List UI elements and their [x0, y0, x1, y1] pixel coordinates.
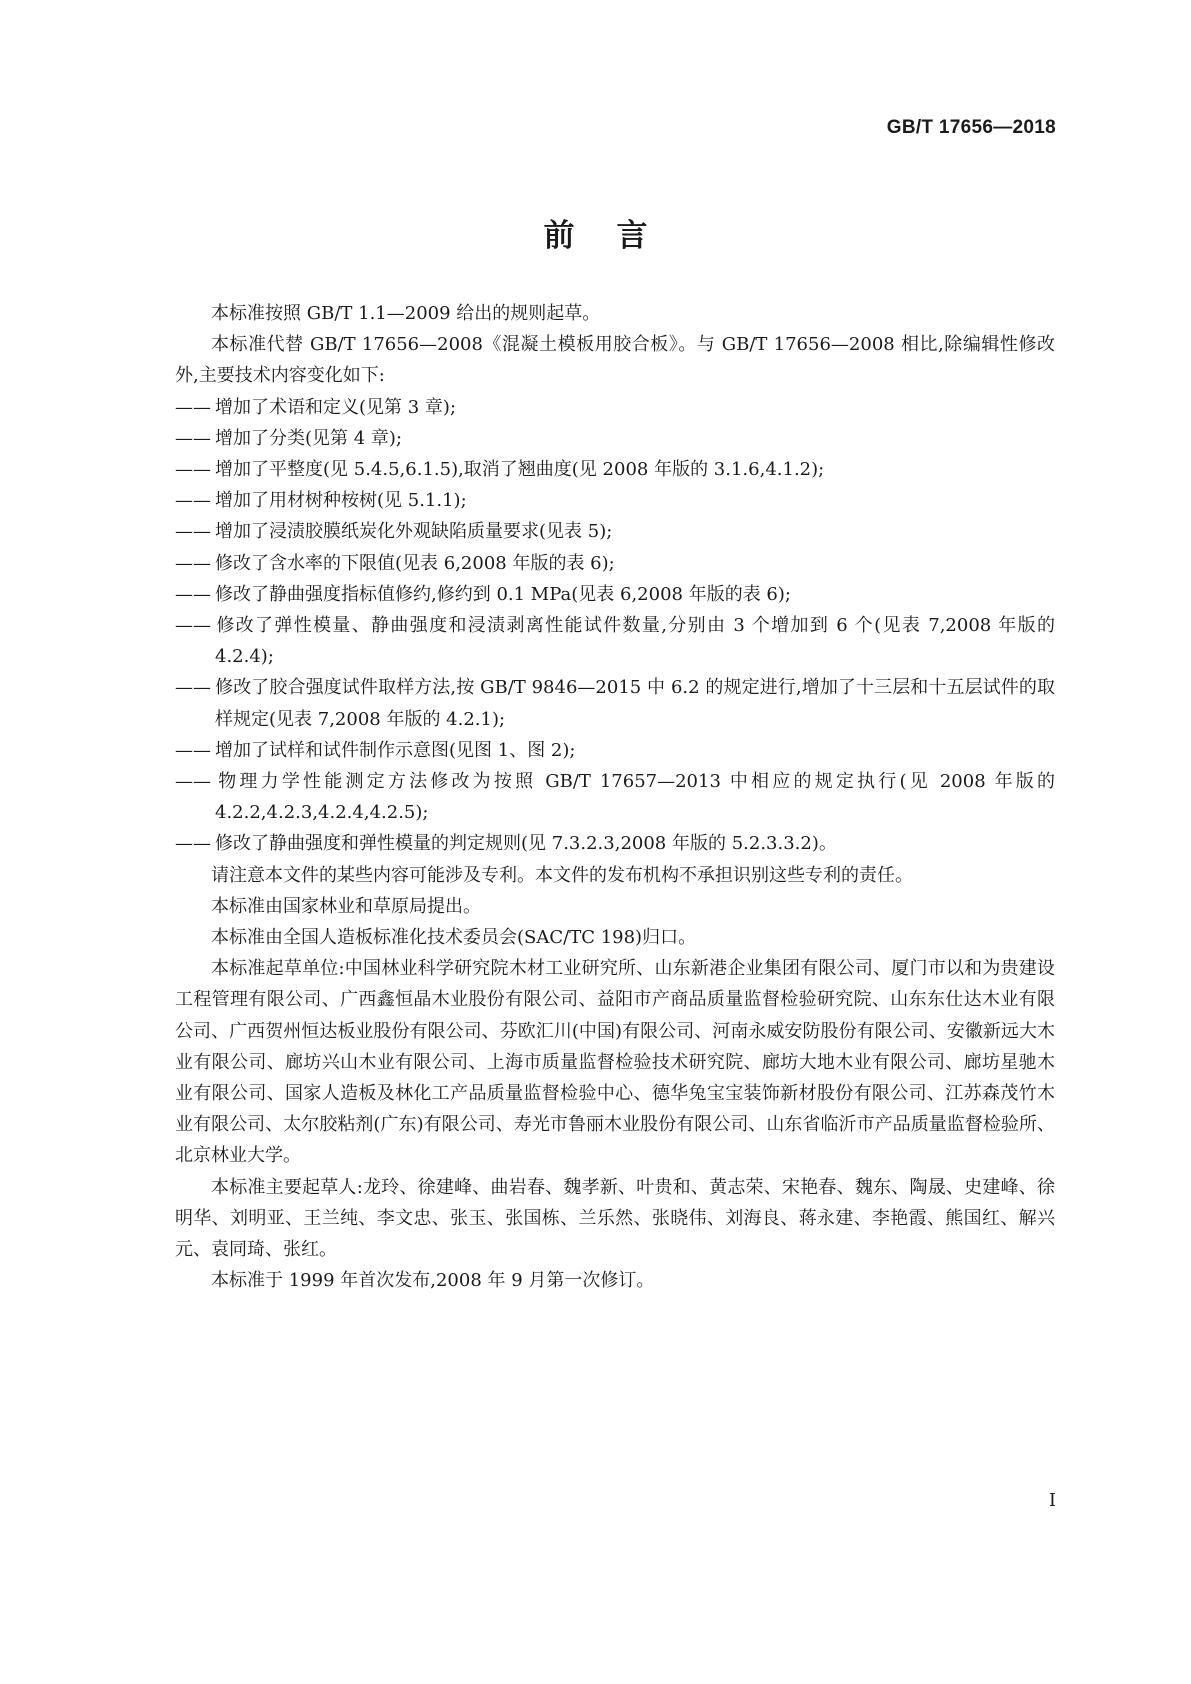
- list-item-text: 物理力学性能测定方法修改为按照 GB/T 17657—2013 中相应的规定执行(见 2008 年版的 4.2.2,4.2.3,4.2.4,4.2.5);: [215, 771, 1055, 824]
- list-item-text: 修改了胶合强度试件取样方法,按 GB/T 9846—2015 中 6.2 的规定进行,增加了十三层和十五层试件的取样规定(见表 7,2008 年版的 4.2.1);: [215, 677, 1055, 730]
- dash-marker: ——: [175, 396, 211, 418]
- list-item-text: 增加了分类(见第 4 章);: [215, 427, 403, 449]
- dash-marker: ——: [175, 521, 211, 543]
- list-item: [175, 672, 1055, 734]
- list-item: [175, 423, 1055, 454]
- dash-marker: ——: [175, 771, 211, 793]
- dash-marker: ——: [175, 833, 211, 855]
- dash-marker: ——: [175, 615, 211, 637]
- list-item: [175, 485, 1055, 516]
- list-item-text: 修改了静曲强度和弹性模量的判定规则(见 7.3.2.3,2008 年版的 5.2.3.3.2)。: [215, 833, 837, 855]
- list-item-text: 增加了平整度(见 5.4.5,6.1.5),取消了翘曲度(见 2008 年版的 3.1.6,4.1.2);: [215, 459, 825, 481]
- list-item: [175, 766, 1055, 828]
- release-history: 本标准于 1999 年首次发布,2008 年 9 月第一次修订。: [211, 1270, 655, 1292]
- dash-marker: ——: [175, 552, 211, 574]
- intro-paragraph: 本标准按照 GB/T 1.1—2009 给出的规则起草。: [211, 303, 601, 324]
- dash-marker: ——: [175, 677, 211, 699]
- proposer-statement: 本标准由国家林业和草原局提出。: [211, 895, 481, 917]
- list-item: [175, 735, 1055, 766]
- list-item: [175, 392, 1055, 423]
- list-item-text: 增加了浸渍胶膜纸炭化外观缺陷质量要求(见表 5);: [215, 521, 613, 543]
- page-title: 前言: [543, 218, 690, 254]
- changes-list: [175, 392, 1055, 860]
- dash-marker: ——: [175, 739, 211, 761]
- list-item: [175, 610, 1055, 672]
- intro-paragraph: 本标准代替 GB/T 17656—2008《混凝土模板用胶合板》。与 GB/T 17656—2008 相比,除编辑性修改外,主要技术内容变化如下:: [175, 334, 1055, 387]
- list-item-text: 修改了静曲强度指标值修约,修约到 0.1 MPa(见表 6,2008 年版的表 6);: [215, 583, 791, 605]
- list-item: [175, 516, 1055, 547]
- list-item: [175, 454, 1055, 485]
- dash-marker: ——: [175, 583, 211, 605]
- page-number: I: [1048, 1490, 1056, 1511]
- list-item-text: 增加了术语和定义(见第 3 章);: [215, 396, 457, 418]
- list-item-text: 修改了含水率的下限值(见表 6,2008 年版的表 6);: [215, 552, 615, 574]
- dash-marker: ——: [175, 490, 211, 512]
- standard-number: GB/T 17656—2018: [886, 117, 1056, 138]
- dash-marker: ——: [175, 427, 211, 449]
- dash-marker: ——: [175, 459, 211, 481]
- list-item-text: 增加了用材树种桉树(见 5.1.1);: [215, 490, 467, 512]
- list-item: [175, 548, 1055, 579]
- list-item: [175, 579, 1055, 610]
- drafting-persons: 本标准主要起草人:龙玲、徐建峰、曲岩春、魏孝新、叶贵和、黄志荣、宋艳春、魏东、陶晟、史建峰、徐明华、刘明亚、王兰纯、李文忠、张玉、张国栋、兰乐然、张晓伟、刘海良、蒋永建、李艳霞、熊国红、解兴元、袁同琦、张红。: [175, 1176, 1055, 1261]
- list-item: [175, 828, 1055, 859]
- list-item-text: 修改了弹性模量、静曲强度和浸渍剥离性能试件数量,分别由 3 个增加到 6 个(见表 7,2008 年版的 4.2.4);: [215, 615, 1055, 668]
- list-item-text: 增加了试样和试件制作示意图(见图 1、图 2);: [215, 739, 576, 761]
- foreword-body: [175, 298, 1055, 1297]
- committee-statement: 本标准由全国人造板标准化技术委员会(SAC/TC 198)归口。: [211, 927, 697, 949]
- drafting-units: 本标准起草单位:中国林业科学研究院木材工业研究所、山东新港企业集团有限公司、厦门市以和为贵建设工程管理有限公司、广西鑫恒晶木业股份有限公司、益阳市产商品质量监督检验研究院、山东东仕达木业有限公司、广西贺州恒达板业股份有限公司、芬欧汇川(中国)有限公司、河南永威安防股份有限公司、安徽新远大木业有限公司、廊坊兴山木业有限公司、上海市质量监督检验技术研究院、廊坊大地木业有限公司、廊坊星驰木业有限公司、国家人造板及林化工产品质量监督检验中心、德华兔宝宝装饰新材股份有限公司、江苏森茂竹木业有限公司、太尔胶粘剂(广东)有限公司、寿光市鲁丽木业股份有限公司、山东省临沂市产品质量监督检验所、北京林业大学。: [175, 958, 1055, 1167]
- patent-notice: 请注意本文件的某些内容可能涉及专利。本文件的发布机构不承担识别这些专利的责任。: [211, 864, 913, 886]
